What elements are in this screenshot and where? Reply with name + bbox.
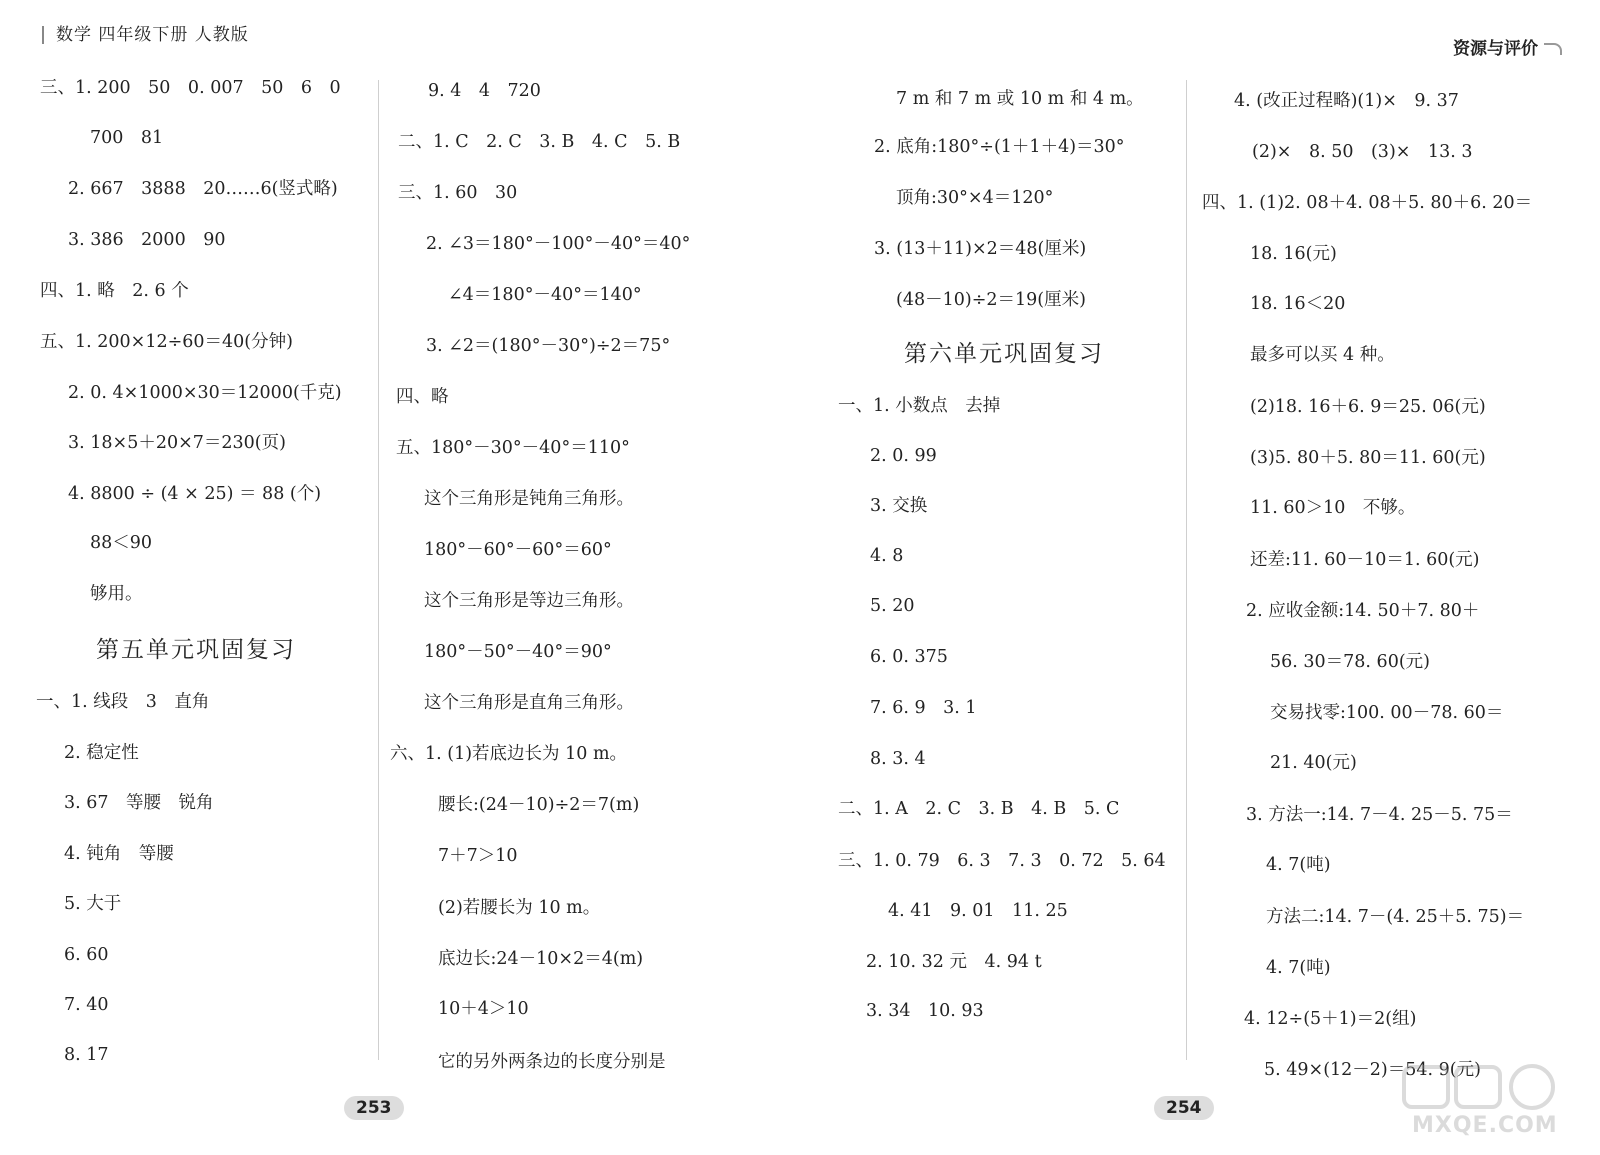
answer-line: 700 81 <box>90 128 164 148</box>
answer-line: 2. 应收金额:14. 50＋7. 80＋ <box>1246 601 1480 621</box>
answer-line: 21. 40(元) <box>1270 753 1357 773</box>
answer-line: 88＜90 <box>90 533 153 553</box>
answer-line: 2. 稳定性 <box>64 743 139 763</box>
answer-line: 四、略 <box>396 387 449 407</box>
answer-line: 4. 8 <box>870 546 904 566</box>
answer-line: 4. 钝角 等腰 <box>64 844 174 864</box>
answer-line: 一、1. 线段 3 直角 <box>36 692 210 712</box>
answer-line: 三、1. 200 50 0. 007 50 6 0 <box>40 78 341 98</box>
answer-line: 56. 30＝78. 60(元) <box>1270 652 1430 672</box>
answer-line: 最多可以买 4 种。 <box>1250 345 1395 365</box>
right-page <box>800 0 1600 1155</box>
answer-line: 3. 67 等腰 锐角 <box>64 793 214 813</box>
header-title: 数学 四年级下册 人教版 <box>56 25 249 45</box>
answer-line: 一、1. 小数点 去掉 <box>838 396 1001 416</box>
answer-line: 底边长:24－10×2＝4(m) <box>438 949 644 969</box>
answer-line: 2. 0. 99 <box>870 446 937 466</box>
answer-line: 三、1. 60 30 <box>398 183 518 203</box>
answer-line: 180°－60°－60°＝60° <box>424 540 612 560</box>
answer-line: 8. 17 <box>64 1045 109 1065</box>
answer-line: 7 m 和 7 m 或 10 m 和 4 m。 <box>896 89 1144 109</box>
answer-line: 3. (13＋11)×2＝48(厘米) <box>874 239 1087 259</box>
answer-line: 11. 60＞10 不够。 <box>1250 498 1416 518</box>
answer-line: 3. 交换 <box>870 496 928 516</box>
answer-line: 4. (改正过程略)(1)× 9. 37 <box>1234 91 1459 111</box>
answer-line: 交易找零:100. 00－78. 60＝ <box>1270 703 1504 723</box>
answer-line: 3. 18×5＋20×7＝230(页) <box>68 433 286 453</box>
section-heading: 第六单元巩固复习 <box>904 341 1104 367</box>
answer-line: 四、1. (1)2. 08＋4. 08＋5. 80＋6. 20＝ <box>1202 193 1533 213</box>
answer-line: 2. 底角:180°÷(1＋1＋4)＝30° <box>874 137 1125 157</box>
answer-line: (2)18. 16＋6. 9＝25. 06(元) <box>1250 397 1486 417</box>
answer-column-1 <box>0 0 370 1100</box>
answer-line: 3. 386 2000 90 <box>68 230 226 250</box>
column-divider <box>378 80 379 1060</box>
answer-line: 四、1. 略 2. 6 个 <box>40 281 189 301</box>
answer-line: 三、1. 0. 79 6. 3 7. 3 0. 72 5. 64 <box>838 851 1166 871</box>
answer-line: 5. 大于 <box>64 894 122 914</box>
answer-line: 3. 34 10. 93 <box>866 1001 984 1021</box>
answer-line: 7. 6. 9 3. 1 <box>870 698 977 718</box>
page-number-right: 254 <box>1154 1096 1214 1120</box>
answer-line: 这个三角形是钝角三角形。 <box>424 489 634 509</box>
answer-line: 7. 40 <box>64 995 109 1015</box>
answer-line: (2)若腰长为 10 m。 <box>438 898 601 918</box>
answer-line: 4. 8800 ÷ (4 × 25) ＝ 88 (个) <box>68 484 322 504</box>
answer-line: 二、1. C 2. C 3. B 4. C 5. B <box>398 132 681 152</box>
answer-line: (48－10)÷2＝19(厘米) <box>896 290 1086 310</box>
answer-line: 3. 方法一:14. 7－4. 25－5. 75＝ <box>1246 805 1513 825</box>
answer-line: 4. 7(吨) <box>1266 958 1331 978</box>
answer-line: 还差:11. 60－10＝1. 60(元) <box>1250 550 1480 570</box>
answer-line: 五、1. 200×12÷60＝40(分钟) <box>40 332 293 352</box>
watermark-logo-icon <box>1400 1061 1560 1113</box>
answer-line: 180°－50°－40°＝90° <box>424 642 612 662</box>
answer-line: 2. 10. 32 元 4. 94 t <box>866 952 1042 972</box>
answer-line: 18. 16＜20 <box>1250 294 1346 314</box>
answer-line: 2. 0. 4×1000×30＝12000(千克) <box>68 383 342 403</box>
answer-line: 2. ∠3＝180°－100°－40°＝40° <box>426 234 691 254</box>
answer-line: 5. 20 <box>870 596 915 616</box>
answer-line: 10＋4＞10 <box>438 999 529 1019</box>
answer-line: ∠4＝180°－40°＝140° <box>448 285 642 305</box>
answer-line: 二、1. A 2. C 3. B 4. B 5. C <box>838 799 1120 819</box>
answer-column-3 <box>830 0 1200 1100</box>
answer-line: 2. 667 3888 20……6(竖式略) <box>68 179 338 199</box>
answer-line: 顶角:30°×4＝120° <box>896 188 1054 208</box>
answer-line: 7＋7＞10 <box>438 846 518 866</box>
answer-line: 4. 7(吨) <box>1266 855 1331 875</box>
column-divider <box>1186 80 1187 1060</box>
answer-line: 这个三角形是直角三角形。 <box>424 693 634 713</box>
answer-line: (3)5. 80＋5. 80＝11. 60(元) <box>1250 448 1486 468</box>
answer-line: 腰长:(24－10)÷2＝7(m) <box>438 795 640 815</box>
answer-line: 3. ∠2＝(180°－30°)÷2＝75° <box>426 336 671 356</box>
answer-column-2 <box>390 0 760 1100</box>
section-heading: 第五单元巩固复习 <box>96 637 296 663</box>
answer-line: 够用。 <box>90 584 143 604</box>
answer-line: 6. 60 <box>64 945 109 965</box>
answer-line: 4. 41 9. 01 11. 25 <box>888 901 1068 921</box>
site-watermark <box>1400 1061 1560 1141</box>
answer-line: 8. 3. 4 <box>870 749 926 769</box>
answer-line: 18. 16(元) <box>1250 244 1337 264</box>
answer-line: (2)× 8. 50 (3)× 13. 3 <box>1252 142 1473 162</box>
answer-line: 4. 12÷(5＋1)＝2(组) <box>1244 1009 1417 1029</box>
page-number-left: 253 <box>344 1096 404 1120</box>
answer-line: 6. 0. 375 <box>870 647 948 667</box>
watermark-text: MXQE.COM <box>1412 1113 1558 1138</box>
answer-line: 它的另外两条边的长度分别是 <box>438 1052 666 1072</box>
answer-line: 这个三角形是等边三角形。 <box>424 591 634 611</box>
header-title-right: 资源与评价 <box>1453 39 1538 59</box>
answer-column-4 <box>1200 0 1570 1100</box>
answer-line: 9. 4 4 720 <box>428 81 541 101</box>
answer-line: 五、180°－30°－40°＝110° <box>396 438 630 458</box>
answer-line: 5. 49×(12－2)＝54. 9(元) <box>1264 1060 1481 1080</box>
answer-line: 六、1. (1)若底边长为 10 m。 <box>390 744 628 764</box>
answer-line: 方法二:14. 7－(4. 25＋5. 75)＝ <box>1266 907 1525 927</box>
